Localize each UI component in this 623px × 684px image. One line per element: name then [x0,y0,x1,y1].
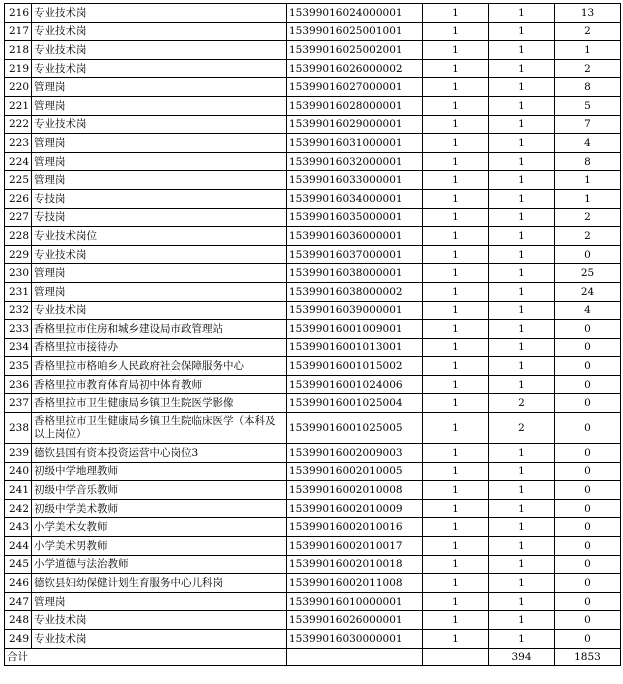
position-code-cell: 15399016038000001 [287,264,423,283]
count-cell-3: 1 [555,189,621,208]
row-index-cell: 240 [5,462,32,481]
count-cell-1: 1 [423,41,489,60]
position-code-cell: 15399016002011008 [287,574,423,593]
count-cell-1: 1 [423,462,489,481]
row-index-cell: 234 [5,338,32,357]
table-row [5,245,621,264]
count-cell-1: 1 [423,171,489,190]
position-name-cell: 管理岗 [32,282,287,301]
count-cell-3: 0 [555,481,621,500]
count-cell-3: 0 [555,394,621,413]
count-cell-3: 0 [555,462,621,481]
position-code-cell: 15399016002010018 [287,555,423,574]
count-cell-3: 0 [555,537,621,556]
position-code-cell: 15399016028000001 [287,96,423,115]
count-cell-1: 1 [423,264,489,283]
row-index-cell: 217 [5,22,32,41]
count-cell-2: 1 [489,301,555,320]
count-cell-2: 2 [489,413,555,444]
position-code-cell: 15399016001013001 [287,338,423,357]
table-row [5,22,621,41]
count-cell-1: 1 [423,282,489,301]
table-row [5,518,621,537]
count-cell-2: 1 [489,4,555,23]
position-code-cell: 15399016025001001 [287,22,423,41]
count-cell-1: 1 [423,413,489,444]
count-cell-3: 1 [555,171,621,190]
position-name-cell: 香格里拉市格咱乡人民政府社会保障服务中心 [32,357,287,376]
row-index-cell: 244 [5,537,32,556]
position-code-cell: 15399016027000001 [287,78,423,97]
count-cell-1: 1 [423,357,489,376]
count-cell-1: 1 [423,592,489,611]
row-index-cell: 228 [5,227,32,246]
count-cell-2: 1 [489,227,555,246]
position-code-cell: 15399016001024006 [287,375,423,394]
position-name-cell: 专技岗 [32,189,287,208]
row-index-cell: 239 [5,444,32,463]
position-code-cell: 15399016002010008 [287,481,423,500]
position-name-cell: 小学道德与法治教师 [32,555,287,574]
count-cell-3: 0 [555,375,621,394]
count-cell-3: 0 [555,555,621,574]
row-index-cell: 248 [5,611,32,630]
row-index-cell: 232 [5,301,32,320]
row-index-cell: 237 [5,394,32,413]
data-table [4,3,621,666]
count-cell-3: 0 [555,320,621,339]
table-row [5,41,621,60]
position-name-cell: 德钦县国有资本投资运营中心岗位3 [32,444,287,463]
table-row [5,357,621,376]
position-name-cell: 小学美术女教师 [32,518,287,537]
table-row [5,592,621,611]
count-cell-1: 1 [423,4,489,23]
count-cell-2: 1 [489,171,555,190]
count-cell-3: 0 [555,444,621,463]
table-body [5,4,621,649]
row-index-cell: 227 [5,208,32,227]
count-cell-1: 1 [423,22,489,41]
table-row [5,227,621,246]
position-code-cell: 15399016039000001 [287,301,423,320]
count-cell-1: 1 [423,227,489,246]
position-code-cell: 15399016026000001 [287,611,423,630]
total-label: 合计 [5,648,287,665]
table-row [5,537,621,556]
position-name-cell: 管理岗 [32,78,287,97]
count-cell-1: 1 [423,444,489,463]
row-index-cell: 235 [5,357,32,376]
row-index-cell: 247 [5,592,32,611]
total-cell-c2: 394 [489,648,555,665]
count-cell-2: 1 [489,518,555,537]
count-cell-1: 1 [423,518,489,537]
count-cell-2: 1 [489,555,555,574]
position-name-cell: 专业技术岗 [32,115,287,134]
count-cell-2: 2 [489,394,555,413]
row-index-cell: 224 [5,152,32,171]
count-cell-2: 1 [489,134,555,153]
position-code-cell: 15399016001025005 [287,413,423,444]
position-name-cell: 管理岗 [32,592,287,611]
count-cell-3: 2 [555,208,621,227]
table-row [5,152,621,171]
position-code-cell: 15399016002010016 [287,518,423,537]
count-cell-1: 1 [423,338,489,357]
count-cell-2: 1 [489,537,555,556]
total-empty-cell [287,648,423,665]
row-index-cell: 222 [5,115,32,134]
count-cell-2: 1 [489,96,555,115]
position-name-cell: 小学美术男教师 [32,537,287,556]
position-code-cell: 15399016002009003 [287,444,423,463]
table-row [5,320,621,339]
position-name-cell: 管理岗 [32,171,287,190]
position-name-cell: 专业技术岗 [32,41,287,60]
position-name-cell: 管理岗 [32,264,287,283]
count-cell-1: 1 [423,630,489,649]
position-code-cell: 15399016037000001 [287,245,423,264]
count-cell-3: 0 [555,338,621,357]
count-cell-1: 1 [423,115,489,134]
count-cell-2: 1 [489,592,555,611]
count-cell-1: 1 [423,537,489,556]
row-index-cell: 225 [5,171,32,190]
table-row [5,462,621,481]
row-index-cell: 243 [5,518,32,537]
count-cell-2: 1 [489,462,555,481]
count-cell-3: 7 [555,115,621,134]
position-name-cell: 专业技术岗 [32,301,287,320]
position-code-cell: 15399016034000001 [287,189,423,208]
count-cell-1: 1 [423,301,489,320]
row-index-cell: 241 [5,481,32,500]
table-row [5,444,621,463]
row-index-cell: 226 [5,189,32,208]
count-cell-1: 1 [423,320,489,339]
count-cell-3: 13 [555,4,621,23]
position-code-cell: 15399016002010017 [287,537,423,556]
count-cell-1: 1 [423,189,489,208]
count-cell-2: 1 [489,481,555,500]
count-cell-1: 1 [423,96,489,115]
position-name-cell: 香格里拉市教育体育局初中体育教师 [32,375,287,394]
row-index-cell: 219 [5,59,32,78]
table-row [5,171,621,190]
count-cell-1: 1 [423,375,489,394]
table-row [5,611,621,630]
position-name-cell: 德钦县妇幼保健计划生育服务中心儿科岗 [32,574,287,593]
table-row [5,115,621,134]
row-index-cell: 221 [5,96,32,115]
position-name-cell: 专业技术岗 [32,4,287,23]
count-cell-1: 1 [423,555,489,574]
count-cell-2: 1 [489,115,555,134]
count-cell-1: 1 [423,59,489,78]
row-index-cell: 242 [5,499,32,518]
position-code-cell: 15399016001015002 [287,357,423,376]
row-index-cell: 236 [5,375,32,394]
count-cell-2: 1 [489,574,555,593]
total-row [5,648,621,665]
count-cell-3: 2 [555,227,621,246]
position-name-cell: 专业技术岗 [32,245,287,264]
table-row [5,555,621,574]
table-row [5,4,621,23]
count-cell-1: 1 [423,574,489,593]
count-cell-2: 1 [489,208,555,227]
row-index-cell: 249 [5,630,32,649]
table-row [5,96,621,115]
table-row [5,189,621,208]
count-cell-1: 1 [423,134,489,153]
position-name-cell: 专业技术岗 [32,59,287,78]
position-name-cell: 初级中学美术教师 [32,499,287,518]
table-row [5,301,621,320]
count-cell-3: 1 [555,41,621,60]
table-row [5,78,621,97]
position-code-cell: 15399016024000001 [287,4,423,23]
count-cell-3: 24 [555,282,621,301]
count-cell-3: 8 [555,152,621,171]
count-cell-2: 1 [489,189,555,208]
count-cell-1: 1 [423,208,489,227]
position-code-cell: 15399016036000001 [287,227,423,246]
table-row [5,394,621,413]
count-cell-2: 1 [489,499,555,518]
count-cell-3: 0 [555,630,621,649]
count-cell-3: 2 [555,22,621,41]
position-code-cell: 15399016035000001 [287,208,423,227]
count-cell-2: 1 [489,357,555,376]
count-cell-2: 1 [489,338,555,357]
position-code-cell: 15399016032000001 [287,152,423,171]
total-empty-cell [423,648,489,665]
table-row [5,499,621,518]
count-cell-3: 0 [555,499,621,518]
table-row [5,134,621,153]
table-row [5,413,621,444]
row-index-cell: 233 [5,320,32,339]
position-name-cell: 专业技术岗 [32,611,287,630]
position-name-cell: 香格里拉市卫生健康局乡镇卫生院临床医学（本科及以上岗位） [32,413,287,444]
table-row [5,338,621,357]
total-cell-c3: 1853 [555,648,621,665]
position-name-cell: 香格里拉市接待办 [32,338,287,357]
count-cell-1: 1 [423,611,489,630]
row-index-cell: 230 [5,264,32,283]
table-row [5,282,621,301]
position-code-cell: 15399016001009001 [287,320,423,339]
count-cell-3: 4 [555,134,621,153]
table-row [5,59,621,78]
position-code-cell: 15399016010000001 [287,592,423,611]
position-name-cell: 管理岗 [32,152,287,171]
count-cell-2: 1 [489,630,555,649]
position-name-cell: 初级中学地理教师 [32,462,287,481]
row-index-cell: 216 [5,4,32,23]
count-cell-2: 1 [489,375,555,394]
count-cell-2: 1 [489,264,555,283]
position-name-cell: 香格里拉市卫生健康局乡镇卫生院医学影像 [32,394,287,413]
count-cell-3: 8 [555,78,621,97]
row-index-cell: 229 [5,245,32,264]
table-row [5,574,621,593]
count-cell-1: 1 [423,78,489,97]
position-code-cell: 15399016026000002 [287,59,423,78]
position-name-cell: 香格里拉市住房和城乡建设局市政管理站 [32,320,287,339]
position-code-cell: 15399016002010009 [287,499,423,518]
count-cell-1: 1 [423,152,489,171]
table-row [5,481,621,500]
table-row [5,208,621,227]
position-name-cell: 专业技术岗位 [32,227,287,246]
table-row [5,630,621,649]
count-cell-2: 1 [489,152,555,171]
position-code-cell: 15399016033000001 [287,171,423,190]
count-cell-1: 1 [423,245,489,264]
table-row [5,264,621,283]
position-code-cell: 15399016001025004 [287,394,423,413]
position-name-cell: 初级中学音乐教师 [32,481,287,500]
row-index-cell: 231 [5,282,32,301]
position-code-cell: 15399016031000001 [287,134,423,153]
count-cell-1: 1 [423,481,489,500]
position-name-cell: 专业技术岗 [32,22,287,41]
row-index-cell: 223 [5,134,32,153]
position-name-cell: 管理岗 [32,96,287,115]
count-cell-3: 25 [555,264,621,283]
count-cell-3: 2 [555,59,621,78]
position-code-cell: 15399016025002001 [287,41,423,60]
count-cell-2: 1 [489,444,555,463]
count-cell-2: 1 [489,320,555,339]
count-cell-3: 0 [555,357,621,376]
position-name-cell: 专业技术岗 [32,630,287,649]
count-cell-3: 0 [555,413,621,444]
count-cell-3: 0 [555,245,621,264]
position-code-cell: 15399016038000002 [287,282,423,301]
row-index-cell: 238 [5,413,32,444]
count-cell-2: 1 [489,611,555,630]
row-index-cell: 245 [5,555,32,574]
row-index-cell: 218 [5,41,32,60]
position-code-cell: 15399016029000001 [287,115,423,134]
count-cell-2: 1 [489,245,555,264]
position-code-cell: 15399016030000001 [287,630,423,649]
table-row [5,375,621,394]
count-cell-2: 1 [489,59,555,78]
count-cell-1: 1 [423,394,489,413]
position-code-cell: 15399016002010005 [287,462,423,481]
count-cell-2: 1 [489,41,555,60]
count-cell-3: 0 [555,592,621,611]
row-index-cell: 246 [5,574,32,593]
count-cell-2: 1 [489,282,555,301]
row-index-cell: 220 [5,78,32,97]
position-name-cell: 专技岗 [32,208,287,227]
count-cell-2: 1 [489,22,555,41]
count-cell-3: 0 [555,518,621,537]
count-cell-1: 1 [423,499,489,518]
count-cell-3: 4 [555,301,621,320]
count-cell-3: 0 [555,574,621,593]
position-name-cell: 管理岗 [32,134,287,153]
count-cell-2: 1 [489,78,555,97]
count-cell-3: 0 [555,611,621,630]
count-cell-3: 5 [555,96,621,115]
